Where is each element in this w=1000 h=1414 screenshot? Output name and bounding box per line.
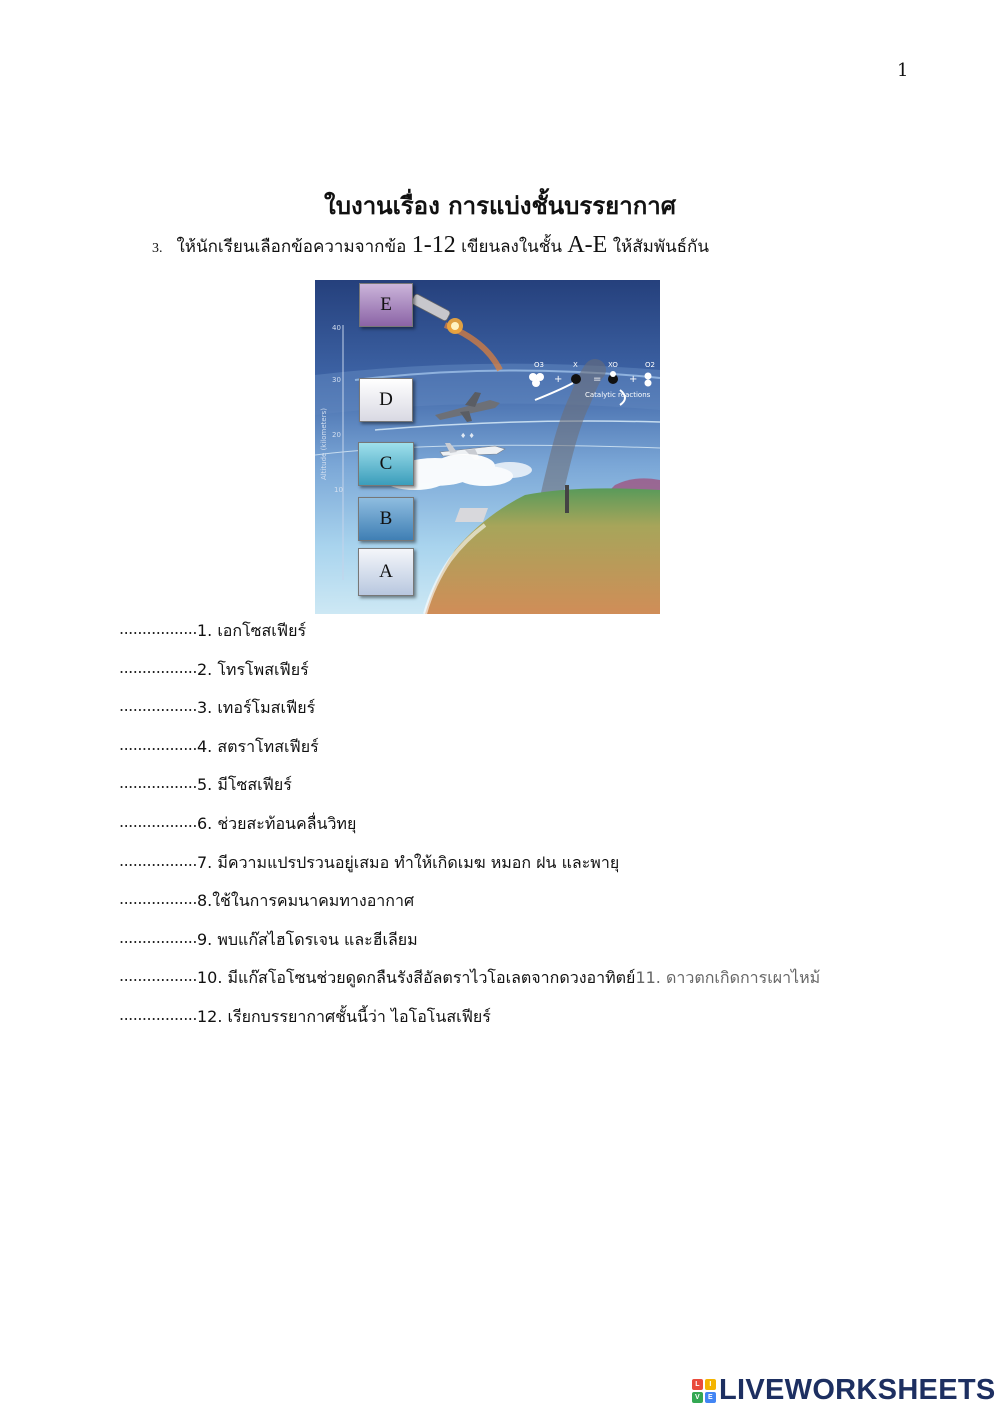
instruction [152, 232, 709, 260]
answer-blank-3[interactable]: ................. [119, 696, 197, 716]
catalytic-annotation: Catalytic reactions [585, 391, 651, 399]
page-title: ใบงานเรื่อง การแบ่งชั้นบรรยากาศ [324, 191, 676, 220]
item-text-10: 10. มีแก๊สโอโซนช่วยดูดกลืนรังสีอัลตราไวโอเลตจากดวงอาทิตย์ [196, 968, 636, 988]
answer-blank-12[interactable]: ................. [119, 1004, 197, 1024]
instruction-text-2: เขียนลงในชั้น [455, 237, 568, 257]
instruction-layers: A-E [567, 232, 608, 258]
list-item [119, 1005, 820, 1044]
layer-box-e[interactable]: E [359, 283, 413, 327]
page-number: 1 [897, 60, 909, 81]
item-text-9: 9. พบแก๊สไฮโดรเจน และฮีเลียม [196, 929, 418, 949]
layer-box-d[interactable]: D [359, 378, 413, 422]
svg-text:♦ ♦: ♦ ♦ [460, 432, 475, 440]
answer-blank-7[interactable]: ................. [119, 850, 197, 870]
axis-tick-40: 40 [332, 324, 341, 332]
item-text-12: 12. เรียกบรรยากาศชั้นนี้ว่า ไอโอโนสเฟียร์ [196, 1006, 491, 1026]
answer-blank-9[interactable]: ................. [119, 927, 197, 947]
list-item [119, 928, 820, 967]
chem-label-x: X [573, 361, 578, 369]
atmosphere-diagram [315, 280, 660, 614]
layer-box-c[interactable]: C [358, 442, 414, 486]
item-text-1: 1. เอกโซสเฟียร์ [196, 621, 307, 640]
item-text-5: 5. มีโซสเฟียร์ [196, 775, 292, 795]
svg-text:+: + [554, 374, 563, 385]
item-text-4: 4. สตราโทสเฟียร์ [196, 736, 319, 756]
list-item [119, 773, 820, 812]
item-text-11: 11. ดาวตกเกิดการเผาไหม้ [635, 968, 821, 988]
list-item [119, 812, 820, 851]
list-item [119, 658, 820, 697]
instruction-number: 3. [152, 241, 163, 256]
layer-box-b[interactable]: B [358, 497, 414, 541]
answer-blank-8[interactable]: ................. [119, 889, 197, 909]
svg-text:+: + [629, 374, 638, 385]
instruction-text-3: ให้สัมพันธ์กัน [607, 237, 709, 257]
logo-grid-icon: L I V E [692, 1379, 716, 1403]
chem-label-o2: O2 [645, 361, 655, 369]
item-text-2: 2. โทรโพสเฟียร์ [196, 659, 309, 679]
item-text-3: 3. เทอร์โมสเฟียร์ [196, 698, 316, 718]
axis-tick-10: 10 [334, 486, 343, 494]
list-item [119, 619, 820, 658]
chem-label-xo: XO [608, 361, 618, 369]
item-text-8: 8.ใช้ในการคมนาคมทางอากาศ [196, 891, 415, 911]
list-item [119, 851, 820, 890]
axis-tick-30: 30 [332, 376, 341, 384]
instruction-range: 1-12 [411, 232, 456, 258]
answer-blank-2[interactable]: ................. [119, 657, 197, 677]
instruction-text-1: ให้นักเรียนเลือกข้อความจากข้อ [176, 237, 412, 257]
list-item [119, 966, 820, 1005]
chem-label-o3: O3 [534, 361, 544, 369]
item-text-7: 7. มีความแปรปรวนอยู่เสมอ ทำให้เกิดเมฆ หมอก ฝน และพายุ [196, 852, 620, 872]
liveworksheets-logo [692, 1374, 996, 1407]
list-item [119, 696, 820, 735]
layer-box-a[interactable]: A [358, 548, 414, 596]
answer-blank-5[interactable]: ................. [119, 773, 197, 793]
answer-blank-4[interactable]: ................. [119, 734, 197, 754]
list-item [119, 735, 820, 774]
answer-list [119, 619, 820, 1044]
axis-tick-20: 20 [332, 431, 341, 439]
answer-blank-10[interactable]: ................. [119, 966, 197, 986]
answer-blank-6[interactable]: ................. [119, 811, 197, 831]
logo-text: LIVEWORKSHEETS [719, 1374, 996, 1406]
svg-text:=: = [593, 374, 602, 385]
item-text-6: 6. ช่วยสะท้อนคลื่นวิทยุ [196, 813, 357, 833]
list-item [119, 889, 820, 928]
axis-label: Altitude (kilometers) [320, 408, 328, 480]
answer-blank-1[interactable]: ................. [119, 619, 197, 638]
